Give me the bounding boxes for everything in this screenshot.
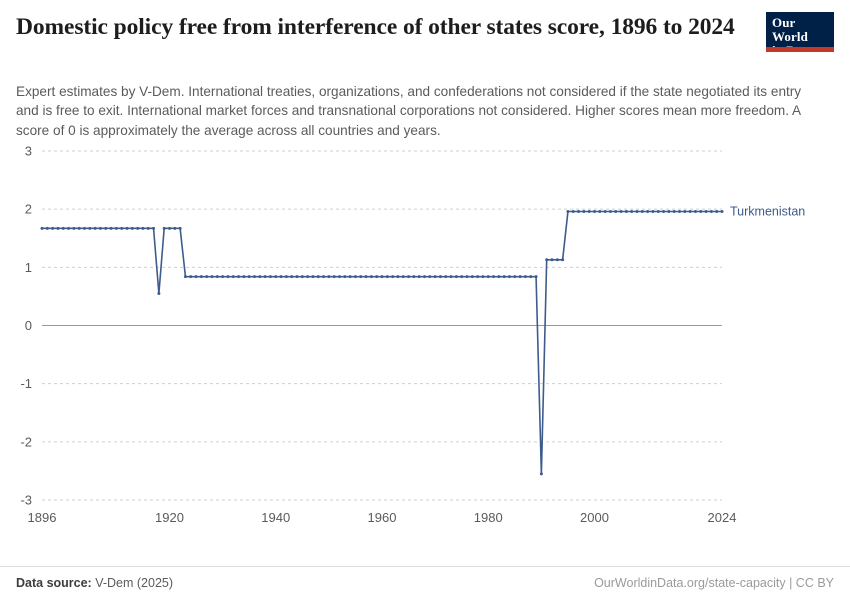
series-point (418, 275, 421, 278)
series-point (678, 210, 681, 213)
series-point (126, 227, 129, 230)
series-point (487, 275, 490, 278)
series-point (614, 210, 617, 213)
y-axis-tick-label: -2 (20, 434, 32, 450)
series-point (67, 227, 70, 230)
series-point (131, 227, 134, 230)
series-point (439, 275, 442, 278)
series-point (604, 210, 607, 213)
plot-area (0, 135, 850, 555)
series-point (540, 472, 543, 475)
series-point (386, 275, 389, 278)
series-point (163, 227, 166, 230)
series-line[interactable] (42, 211, 722, 473)
series-point (168, 227, 171, 230)
series-point (322, 275, 325, 278)
series-point (349, 275, 352, 278)
series-point (157, 292, 160, 295)
series-point (657, 210, 660, 213)
series-point (216, 275, 219, 278)
series-point (301, 275, 304, 278)
line-chart[interactable] (0, 135, 850, 555)
chart-footer (0, 566, 850, 600)
series-point (354, 275, 357, 278)
series-point (232, 275, 235, 278)
series-point (524, 275, 527, 278)
series-point (529, 275, 532, 278)
series-point (396, 275, 399, 278)
x-axis-tick-label: 1896 (27, 510, 57, 525)
y-axis-tick-label: 1 (24, 259, 32, 275)
series-point (450, 275, 453, 278)
series-point (226, 275, 229, 278)
series-point (311, 275, 314, 278)
series-point (120, 227, 123, 230)
series-point (205, 275, 208, 278)
series-point (147, 227, 150, 230)
series-point (56, 227, 59, 230)
series-point (476, 275, 479, 278)
series-point (402, 275, 405, 278)
series-point (492, 275, 495, 278)
series-point (370, 275, 373, 278)
series-point (577, 210, 580, 213)
series-point (141, 227, 144, 230)
series-point (237, 275, 240, 278)
series-point (83, 227, 86, 230)
series-point (184, 275, 187, 278)
series-point (598, 210, 601, 213)
series-point (51, 227, 54, 230)
series-point (195, 275, 198, 278)
series-point (582, 210, 585, 213)
series-point (513, 275, 516, 278)
series-point (423, 275, 426, 278)
series-point (269, 275, 272, 278)
series-point (535, 275, 538, 278)
series-point (333, 275, 336, 278)
series-point (705, 210, 708, 213)
series-point (471, 275, 474, 278)
series-point (689, 210, 692, 213)
owid-logo[interactable] (766, 12, 834, 52)
series-point (683, 210, 686, 213)
series-point (375, 275, 378, 278)
series-point (566, 210, 569, 213)
chart-header (16, 12, 756, 42)
data-source-label: Data source: (16, 576, 92, 590)
series-point (94, 227, 97, 230)
series-point (285, 275, 288, 278)
series-point (221, 275, 224, 278)
series-point (673, 210, 676, 213)
series-legend-label[interactable]: Turkmenistan (730, 204, 806, 219)
series-point (78, 227, 81, 230)
series-point (365, 275, 368, 278)
series-point (572, 210, 575, 213)
series-point (503, 275, 506, 278)
series-point (317, 275, 320, 278)
logo-line-1: Our World (772, 15, 808, 45)
series-point (88, 227, 91, 230)
series-point (646, 210, 649, 213)
series-point (519, 275, 522, 278)
series-point (545, 258, 548, 261)
series-point (248, 275, 251, 278)
series-point (72, 227, 75, 230)
x-axis-tick-label: 2024 (707, 510, 737, 525)
series-point (115, 227, 118, 230)
series-point (715, 210, 718, 213)
y-axis-tick-label: 3 (24, 143, 32, 159)
series-point (306, 275, 309, 278)
series-point (407, 275, 410, 278)
series-point (588, 210, 591, 213)
series-point (460, 275, 463, 278)
y-axis-tick-label: -1 (20, 376, 32, 392)
series-point (264, 275, 267, 278)
series-point (391, 275, 394, 278)
series-point (620, 210, 623, 213)
y-axis-tick-label: 0 (24, 318, 32, 333)
x-axis-tick-label: 1940 (261, 510, 291, 525)
series-point (593, 210, 596, 213)
series-point (359, 275, 362, 278)
series-point (280, 275, 283, 278)
data-source (16, 576, 173, 590)
series-point (211, 275, 214, 278)
series-point (290, 275, 293, 278)
series-point (551, 258, 554, 261)
x-axis-tick-label: 1920 (155, 510, 184, 525)
series-point (699, 210, 702, 213)
series-point (481, 275, 484, 278)
series-point (99, 227, 102, 230)
series-point (104, 227, 107, 230)
series-point (41, 227, 44, 230)
attribution-link[interactable]: OurWorldinData.org/state-capacity | CC BY (594, 576, 834, 590)
series-point (296, 275, 299, 278)
series-point (258, 275, 261, 278)
series-point (327, 275, 330, 278)
series-point (625, 210, 628, 213)
series-point (609, 210, 612, 213)
series-point (152, 227, 155, 230)
series-point (428, 275, 431, 278)
series-point (200, 275, 203, 278)
y-axis-tick-label: -3 (20, 492, 32, 508)
chart-subtitle: Expert estimates by V-Dem. International treaties, organizations, and confederations not considered if the state negotiated its entry and is free to exit. International market forces and transnational corporations not considered. Higher scores mean more freedom. A score of 0 is approximately the average across all countries and years. (16, 84, 802, 138)
page-title: Domestic policy free from interference of other states score, 1896 to 2024 (16, 14, 735, 40)
series-point (721, 210, 724, 213)
series-point (508, 275, 511, 278)
series-point (136, 227, 139, 230)
series-point (110, 227, 113, 230)
x-axis-tick-label: 1980 (473, 510, 503, 525)
series-point (338, 275, 341, 278)
series-point (412, 275, 415, 278)
series-point (630, 210, 633, 213)
series-point (556, 258, 559, 261)
series-point (253, 275, 256, 278)
series-point (179, 227, 182, 230)
series-point (189, 275, 192, 278)
series-point (444, 275, 447, 278)
series-point (667, 210, 670, 213)
series-point (242, 275, 245, 278)
logo-accent-bar (766, 47, 834, 52)
series-point (651, 210, 654, 213)
data-source-value: V-Dem (2025) (95, 576, 174, 590)
series-point (343, 275, 346, 278)
series-point (497, 275, 500, 278)
series-point (434, 275, 437, 278)
series-point (662, 210, 665, 213)
series-point (62, 227, 65, 230)
series-point (455, 275, 458, 278)
series-point (381, 275, 384, 278)
series-point (274, 275, 277, 278)
series-point (636, 210, 639, 213)
x-axis-tick-label: 1960 (367, 510, 397, 525)
series-point (46, 227, 49, 230)
series-point (710, 210, 713, 213)
series-point (561, 258, 564, 261)
series-point (173, 227, 176, 230)
y-axis-tick-label: 2 (24, 201, 32, 217)
x-axis-tick-label: 2000 (580, 510, 609, 525)
series-point (641, 210, 644, 213)
series-point (466, 275, 469, 278)
series-point (694, 210, 697, 213)
